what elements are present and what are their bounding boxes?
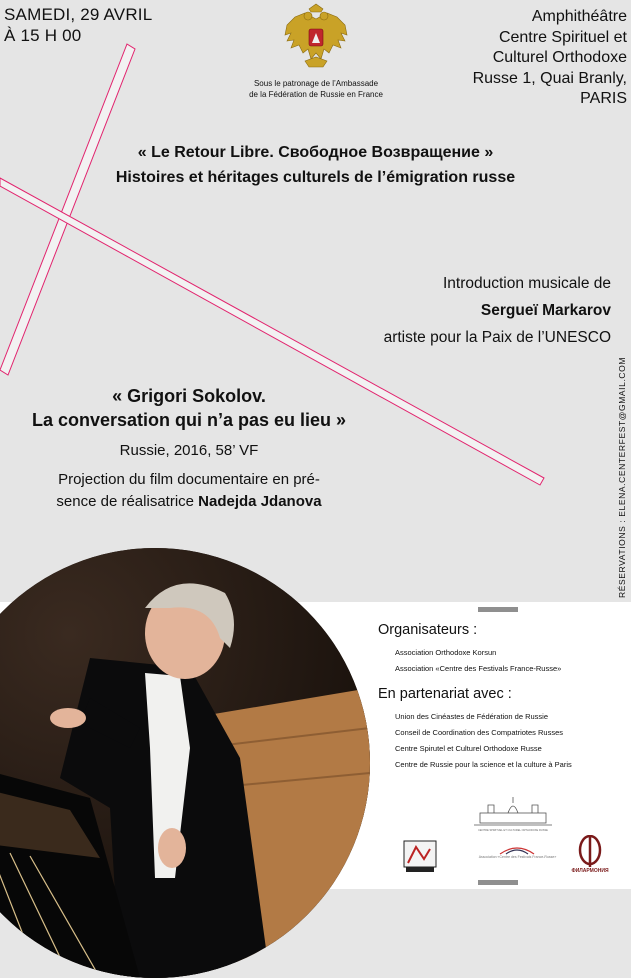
event-date	[4, 4, 152, 46]
venue-line: Russe 1, Quai Branly,	[472, 69, 627, 87]
divider-bar	[478, 880, 518, 885]
list-item: Centre de Russie pour la science et la culture à Paris	[395, 760, 572, 769]
date-time: À 15 H 00	[4, 26, 82, 45]
film-title-line: « Grigori Sokolov.	[112, 386, 266, 406]
patronage-line: Sous le patronage de l’Ambassade	[253, 79, 379, 88]
list-item: Association Orthodoxe Korsun	[395, 648, 497, 657]
organisers-heading: Organisateurs :	[378, 622, 478, 638]
divider-bar	[478, 607, 518, 612]
credits	[378, 621, 628, 773]
date-day: SAMEDI, 29 AVRIL	[4, 5, 153, 24]
film-title	[0, 384, 378, 432]
patronage-line: de la Fédération de Russie en France	[249, 90, 383, 99]
list-item: Union des Cinéastes de Fédération de Russie	[395, 712, 549, 721]
event-title-line: « Le Retour Libre. Свободное Возвращение »	[137, 144, 494, 161]
philharmonia-caption: ФИЛАРМОНИЯ	[571, 868, 609, 874]
artist-name: Sergueï Markarov	[480, 302, 611, 319]
film-desc-line: Projection du film documentaire en pré-	[58, 471, 320, 488]
director-name: Nadejda Jdanova	[198, 493, 322, 510]
festival-logo-caption: Association «Centre des Festivals France-Russe»	[478, 855, 557, 859]
film-description	[0, 469, 378, 513]
reservations-contact: RÉSERVATIONS : ELENA.CENTERFEST@GMAIL.COM	[617, 356, 627, 598]
intro-label: Introduction musicale de	[442, 275, 611, 292]
musical-introduction	[281, 270, 611, 351]
cathedral-logo-icon	[474, 793, 552, 833]
artist-title: artiste pour la Paix de l’UNESCO	[383, 329, 611, 346]
list-item: Association «Centre des Festivals France-Russe»	[395, 664, 562, 673]
venue-line: Culturel Orthodoxe	[492, 49, 627, 66]
event-subtitle: Histoires et héritages culturels de l’émigration russe	[115, 169, 516, 186]
list-item: Conseil de Coordination des Compatriotes Russes	[395, 728, 564, 737]
event-title	[0, 140, 631, 190]
film-meta: Russie, 2016, 58’ VF	[119, 442, 259, 459]
film-title-line: La conversation qui n’a pas eu lieu »	[31, 410, 347, 430]
partners-list	[395, 709, 628, 773]
list-item: Centre Spirutel et Culturel Orthodoxe Russe	[395, 744, 542, 753]
organisers-list	[395, 645, 628, 677]
film-desc-text: sence de réalisatrice	[56, 493, 199, 510]
festival-logo	[470, 843, 565, 865]
diagonal-bar-left	[0, 44, 135, 375]
cathedral-logo-caption: CENTRE SPIRITUEL ET CULTUREL ORTHODOXE RUSSE	[478, 829, 548, 832]
film-desc-line	[0, 491, 378, 513]
venue-line: Amphithéâtre	[531, 8, 627, 25]
patronage-note	[226, 78, 406, 100]
venue-address	[427, 7, 627, 110]
venue-line: Centre Spirituel et	[498, 28, 627, 46]
film-block	[0, 384, 378, 513]
venue-line: PARIS	[580, 90, 627, 107]
partners-heading: En partenariat avec :	[378, 686, 512, 702]
philharmonia-logo	[573, 835, 607, 877]
cinema-union-logo-icon	[400, 835, 440, 875]
russian-eagle-emblem-icon	[281, 3, 351, 73]
philharmonia-logo-icon	[573, 835, 607, 869]
